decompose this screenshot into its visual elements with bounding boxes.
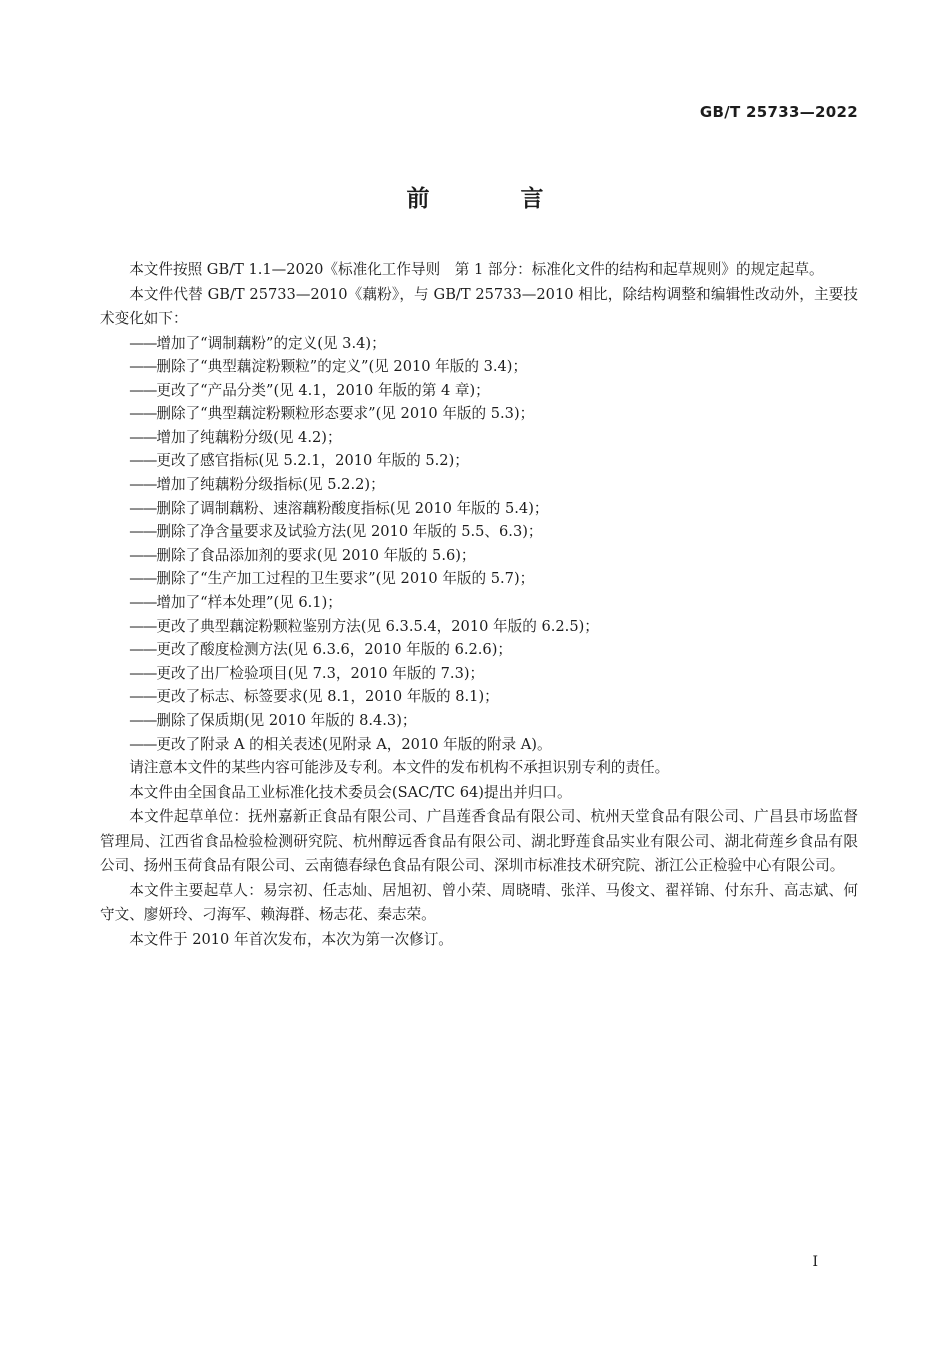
- change-dash: ——: [129, 334, 157, 352]
- change-item: [100, 615, 858, 639]
- change-text: 更改了出厂检验项目(见 7.3，2010 年版的 7.3)；: [156, 664, 485, 682]
- change-dash: ——: [129, 641, 157, 659]
- page-number: I: [812, 1254, 818, 1270]
- change-dash: ——: [129, 712, 157, 729]
- change-dash: ——: [129, 735, 157, 753]
- change-dash: ——: [129, 617, 157, 635]
- change-text: 删除了调制藕粉、速溶藕粉酸度指标(见 2010 年版的 5.4)；: [156, 499, 549, 517]
- change-item: [100, 544, 858, 568]
- change-item: [100, 709, 858, 733]
- change-text: 增加了“样本处理”(见 6.1)；: [156, 594, 342, 612]
- change-dash: ——: [129, 570, 157, 588]
- change-item: [100, 685, 858, 709]
- proposer-paragraph: 本文件由全国食品工业标准化技术委员会(SAC/TC 64)提出并归口。: [129, 783, 572, 801]
- change-item: [100, 426, 858, 450]
- change-dash: ——: [129, 405, 157, 423]
- change-dash: ——: [129, 688, 157, 706]
- change-dash: ——: [129, 523, 157, 541]
- change-text: 删除了保质期(见 2010 年版的 8.4.3)；: [156, 712, 417, 729]
- page-title: 前 言: [406, 186, 578, 212]
- change-text: 更改了附录 A 的相关表述(见附录 A，2010 年版的附录 A)。: [156, 735, 552, 753]
- change-item: [100, 473, 858, 497]
- change-dash: ——: [129, 546, 157, 564]
- change-text: 删除了“典型藕淀粉颗粒”的定义”(见 2010 年版的 3.4)；: [156, 358, 528, 376]
- patent-notice: 请注意本文件的某些内容可能涉及专利。本文件的发布机构不承担识别专利的责任。: [129, 759, 670, 777]
- change-dash: ——: [129, 664, 157, 682]
- change-dash: ——: [129, 381, 157, 399]
- change-dash: ——: [129, 594, 157, 612]
- change-text: 更改了标志、标签要求(见 8.1，2010 年版的 8.1)；: [156, 688, 499, 706]
- change-item: [100, 662, 858, 686]
- change-text: 删除了净含量要求及试验方法(见 2010 年版的 5.5、6.3)；: [156, 523, 543, 541]
- change-item: [100, 402, 858, 426]
- technical-changes-list: [100, 332, 858, 757]
- drafting-basis-paragraph: 本文件按照 GB/T 1.1—2020《标准化工作导则 第 1 部分：标准化文件的结构和起草规则》的规定起草。: [129, 261, 824, 278]
- change-item: [100, 497, 858, 521]
- change-item: [100, 733, 858, 757]
- change-dash: ——: [129, 476, 157, 494]
- change-dash: ——: [129, 428, 157, 446]
- change-text: 更改了酸度检测方法(见 6.3.6，2010 年版的 6.2.6)；: [156, 641, 512, 659]
- change-dash: ——: [129, 452, 157, 470]
- change-item: [100, 332, 858, 356]
- change-text: 删除了“生产加工过程的卫生要求”(见 2010 年版的 5.7)；: [156, 570, 535, 588]
- change-text: 更改了典型藕淀粉颗粒鉴别方法(见 6.3.5.4，2010 年版的 6.2.5)；: [156, 617, 599, 635]
- change-item: [100, 379, 858, 403]
- standard-code: GB/T 25733—2022: [699, 103, 858, 121]
- change-item: [100, 567, 858, 591]
- change-text: 更改了感官指标(见 5.2.1，2010 年版的 5.2)；: [156, 452, 469, 470]
- change-item: [100, 449, 858, 473]
- drafters-paragraph: 本文件主要起草人：易宗初、任志灿、居旭初、曾小荣、周晓晴、张洋、马俊文、翟祥锦、付东升、高志斌、何守文、廖妍玲、刁海军、赖海群、杨志花、秦志荣。: [100, 881, 858, 924]
- change-dash: ——: [129, 358, 157, 376]
- history-paragraph: 本文件于 2010 年首次发布，本次为第一次修订。: [129, 930, 453, 948]
- change-text: 删除了“典型藕淀粉颗粒形态要求”(见 2010 年版的 5.3)；: [156, 405, 535, 423]
- change-text: 增加了纯藕粉分级指标(见 5.2.2)；: [156, 476, 385, 494]
- foreword-body: [100, 258, 858, 952]
- change-text: 删除了食品添加剂的要求(见 2010 年版的 5.6)；: [156, 546, 476, 564]
- change-item: [100, 355, 858, 379]
- change-dash: ——: [129, 499, 157, 517]
- drafting-units-paragraph: 本文件起草单位：抚州嘉新正食品有限公司、广昌莲香食品有限公司、杭州天堂食品有限公司、广昌县市场监督管理局、江西省食品检验检测研究院、杭州醇远香食品有限公司、湖北野莲食品实业有限公司、湖北荷莲乡食品有限公司、扬州玉荷食品有限公司、云南德春绿色食品有限公司、深圳市标准技术研究院、浙江公正检验中心有限公司。: [100, 808, 858, 875]
- replacement-paragraph: 本文件代替 GB/T 25733—2010《藕粉》，与 GB/T 25733—2010 相比，除结构调整和编辑性改动外，主要技术变化如下：: [100, 285, 858, 327]
- change-item: [100, 638, 858, 662]
- change-item: [100, 520, 858, 544]
- change-text: 增加了纯藕粉分级(见 4.2)；: [156, 428, 342, 446]
- change-item: [100, 591, 858, 615]
- change-text: 增加了“调制藕粉”的定义(见 3.4)；: [156, 334, 386, 352]
- change-text: 更改了“产品分类”(见 4.1，2010 年版的第 4 章)；: [156, 381, 490, 399]
